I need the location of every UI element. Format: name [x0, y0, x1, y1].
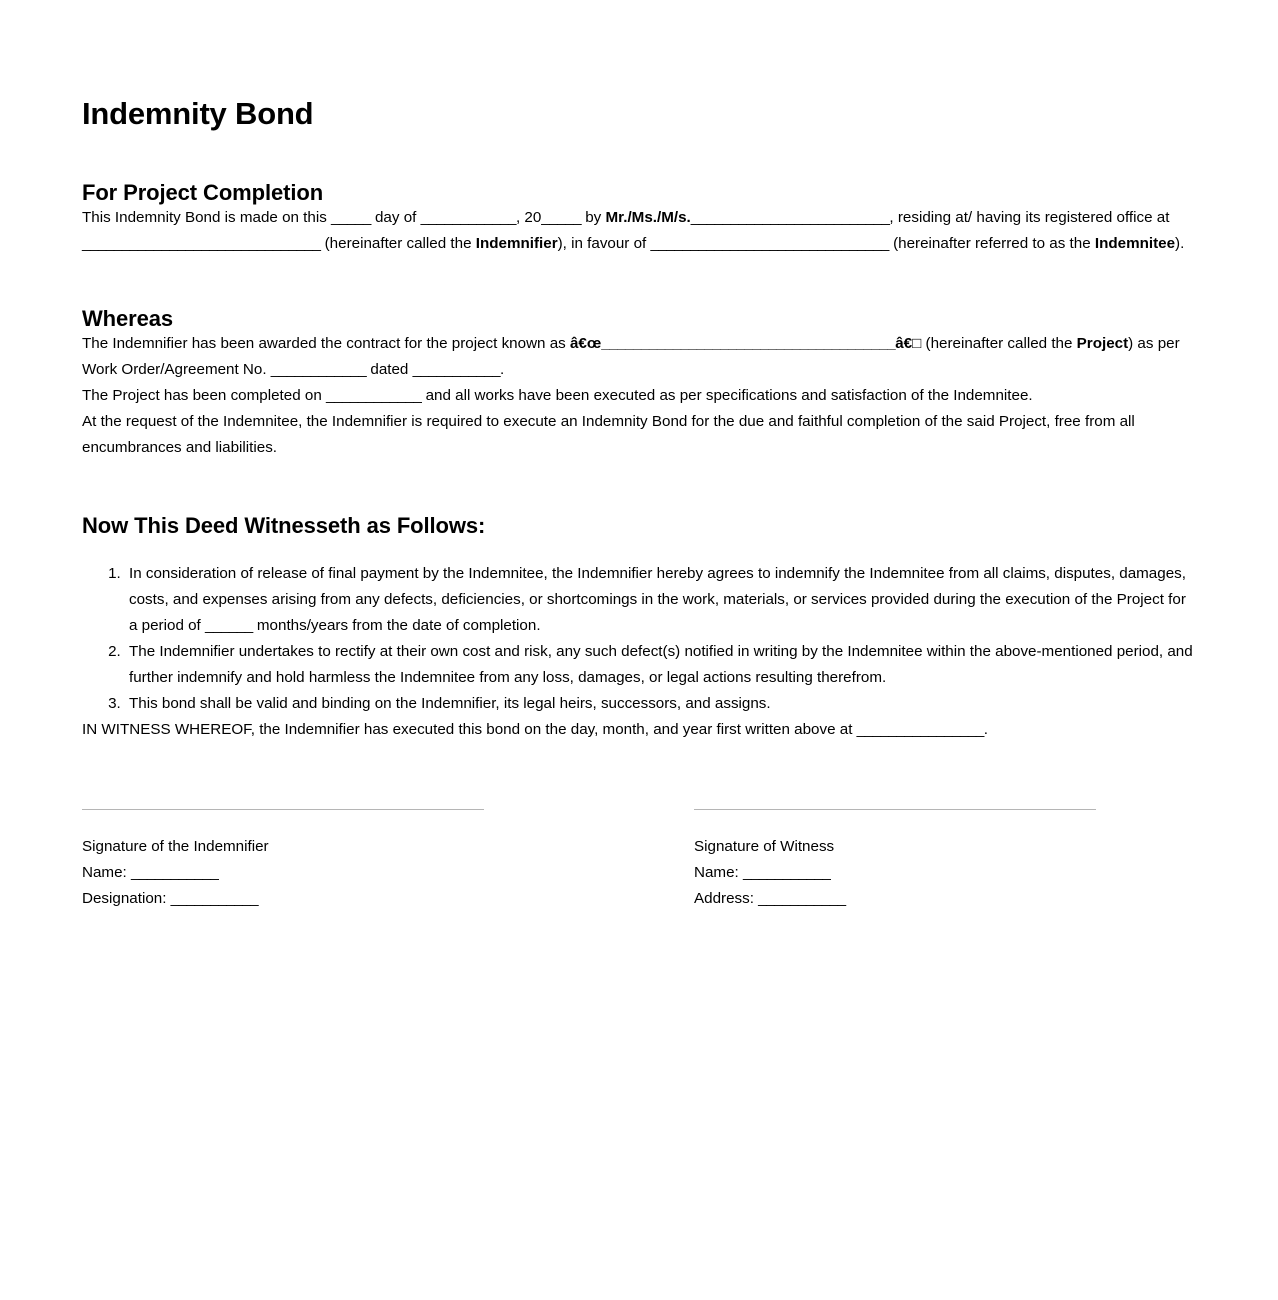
- witness-name-row: [694, 860, 1098, 886]
- intro-text-1: This Indemnity Bond is made on this: [82, 209, 332, 227]
- whereas2-text-1: The Project has been completed on: [82, 387, 326, 405]
- intro-text-2: day of: [370, 209, 421, 227]
- witness-address-row: [694, 886, 1098, 912]
- witness-text-1: IN WITNESS WHEREOF, the Indemnifier has executed this bond on the day, month, and year first written above at: [82, 720, 857, 738]
- whereas2-text-2: and all works have been executed as per specifications and satisfaction of the Indemnitee.: [421, 387, 1033, 405]
- signature-block-witness: [694, 809, 1098, 912]
- quote-close-mojibake: â€□: [895, 335, 922, 353]
- indemnifier-name-blank: ___________: [130, 863, 219, 881]
- intro-paragraph: [82, 205, 1193, 257]
- indemnifier-name-row: [82, 860, 486, 886]
- deed-item-1-blank-period: ______: [205, 616, 253, 634]
- whereas-heading: Whereas: [82, 306, 174, 332]
- intro-blank-month: ____________: [420, 209, 516, 227]
- whereas-paragraph-1: [82, 331, 1193, 383]
- intro-text-9: ).: [1175, 235, 1185, 253]
- signature-label-indemnifier: Signature of the Indemnifier: [82, 837, 269, 855]
- whereas1-blank-project: _____________________________________: [601, 335, 896, 353]
- intro-bold-indemnitee: Indemnitee: [1094, 235, 1176, 253]
- intro-blank-name: _________________________: [690, 209, 890, 227]
- witness-paragraph: [82, 717, 1193, 743]
- witness-name-label: Name:: [694, 863, 743, 881]
- whereas1-text-1: The Indemnifier has been awarded the contract for the project known as: [82, 335, 570, 353]
- whereas1-text-2: (hereinafter called the: [921, 335, 1077, 353]
- witness-name-blank: ___________: [742, 863, 831, 881]
- whereas-paragraph-2: [82, 383, 1193, 409]
- intro-text-7: ), in favour of: [557, 235, 651, 253]
- deed-item-2-text-1: The Indemnifier undertakes to rectify at their own cost and risk, any such defect(s) notified in writing by the Indemnitee within the above-mentioned period, and further indemnify and hold harmless the Indemnitee from any loss, damages, or legal actions resulting therefrom.: [129, 642, 1193, 686]
- indemnifier-name-label: Name:: [82, 863, 131, 881]
- witness-address-blank: ___________: [758, 889, 846, 907]
- whereas1-blank-order-no: ____________: [270, 361, 367, 379]
- whereas2-blank-completion-date: ____________: [326, 387, 422, 405]
- intro-bold-indemnifier: Indemnifier: [475, 235, 558, 253]
- whereas-paragraph-3: At the request of the Indemnitee, the Indemnifier is required to execute an Indemnity Bond for the due and faithful completion of the said Project, free from all encumbrances and liabilities.: [82, 413, 1135, 457]
- signature-block-indemnifier: [82, 809, 486, 912]
- whereas1-blank-dated: ___________: [412, 361, 501, 379]
- intro-bold-salutation: Mr./Ms./M/s.: [605, 209, 691, 227]
- intro-blank-office: ______________________________: [82, 235, 321, 253]
- whereas1-bold-project: Project: [1076, 335, 1129, 353]
- intro-blank-year: _____: [541, 209, 582, 227]
- signature-label-witness: Signature of Witness: [694, 837, 835, 855]
- indemnifier-designation-blank: ___________: [170, 889, 259, 907]
- intro-text-3: , 20: [515, 209, 542, 227]
- intro-blank-day: _____: [331, 209, 371, 227]
- intro-blank-favour: ______________________________: [650, 235, 889, 253]
- intro-text-8: (hereinafter referred to as the: [888, 235, 1095, 253]
- whereas1-text-4: dated: [366, 361, 413, 379]
- indemnifier-designation-row: [82, 886, 486, 912]
- quote-open-mojibake: â€œ: [569, 335, 602, 353]
- signature-line-witness: [694, 809, 1096, 810]
- deed-item-1-text-1: In consideration of release of final payment by the Indemnitee, the Indemnifier hereby agrees to indemnify the Indemnitee from all claims, disputes, damages, costs, and expenses arising from any defects, deficiencies, or shortcomings in the work, materials, or services provided during the execution of the Project for a period of: [129, 564, 1186, 634]
- deed-item-1-text-2: months/years from the date of completion.: [252, 616, 541, 634]
- signature-area: [82, 809, 1193, 912]
- intro-text-4: by: [581, 209, 606, 227]
- witness-text-2: .: [983, 720, 989, 738]
- witness-blank-place: ________________: [856, 720, 984, 738]
- intro-text-6: (hereinafter called the: [320, 235, 476, 253]
- deed-clause-list: [82, 561, 1193, 717]
- indemnifier-designation-label: Designation:: [82, 889, 171, 907]
- witness-address-label: Address:: [694, 889, 759, 907]
- document-subtitle: For Project Completion: [82, 179, 324, 205]
- intro-text-5: , residing at/ having its registered office at: [889, 209, 1170, 227]
- deed-heading: Now This Deed Witnesseth as Follows:: [82, 513, 486, 539]
- list-item: [125, 639, 1193, 691]
- deed-item-3-text-1: This bond shall be valid and binding on the Indemnifier, its legal heirs, successors, and assigns.: [129, 694, 771, 712]
- signature-line-indemnifier: [82, 809, 484, 810]
- page-title: Indemnity Bond: [82, 96, 314, 131]
- list-item: [125, 561, 1193, 639]
- whereas1-text-5: .: [500, 361, 505, 379]
- list-item: [125, 691, 1193, 717]
- whereas1-text-3: ) as per Work Order/Agreement No.: [82, 335, 1180, 379]
